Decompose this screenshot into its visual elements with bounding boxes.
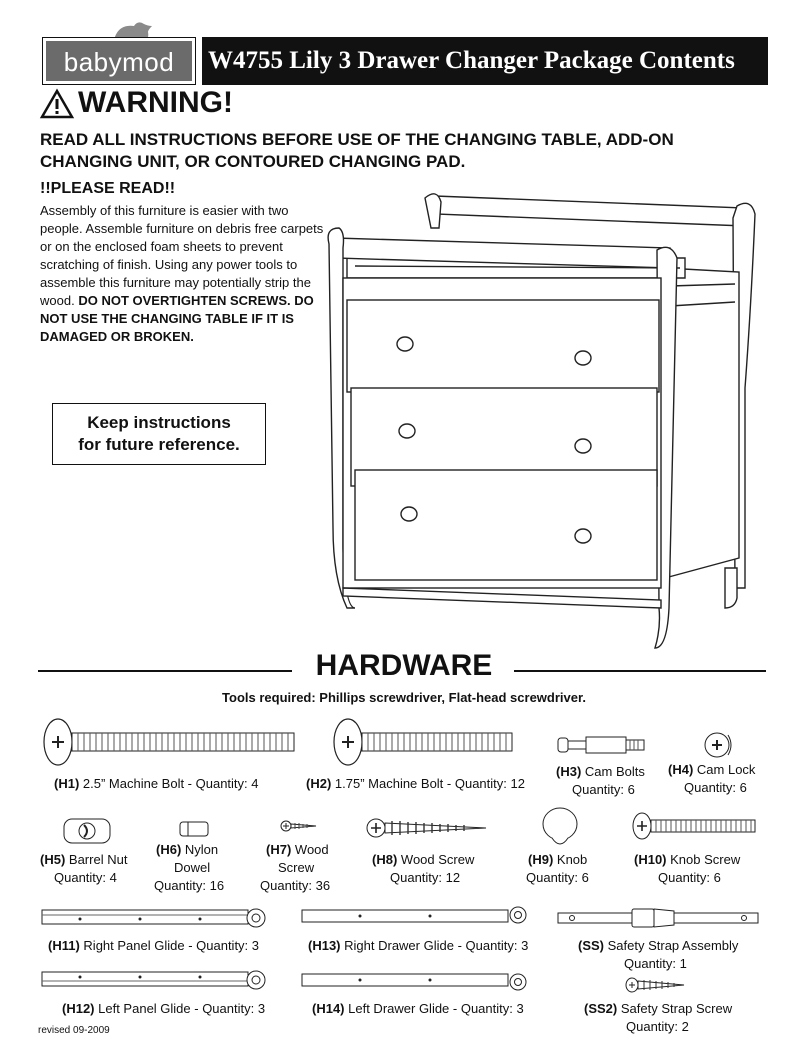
wood-screw-small-icon <box>280 819 320 833</box>
h3-label: (H3) Cam Bolts <box>556 764 645 779</box>
keep-line-2: for future reference. <box>78 435 240 454</box>
h8-label: (H8) Wood Screw <box>372 852 475 867</box>
keep-instructions-box <box>52 403 266 465</box>
machine-bolt-2-5-icon <box>44 718 299 766</box>
h9-label: (H9) Knob <box>528 852 588 867</box>
h2-label: (H2) 1.75” Machine Bolt - Quantity: 12 <box>306 776 525 791</box>
read-all-notice: READ ALL INSTRUCTIONS BEFORE USE OF THE CHANGING TABLE, ADD-ON CHANGING UNIT, OR CONTOURED CHANGING PAD. <box>40 130 674 171</box>
tools-required: Tools required: Phillips screwdriver, Flat-head screwdriver. <box>222 690 586 705</box>
cam-bolt-icon <box>556 734 648 756</box>
h7-label: (H7) Wood <box>266 842 329 857</box>
h4-label: (H4) Cam Lock <box>668 762 756 777</box>
h10-qty: Quantity: 6 <box>658 870 721 885</box>
h7-qty: Quantity: 36 <box>260 878 331 893</box>
ss-qty: Quantity: 1 <box>624 956 687 971</box>
left-panel-glide-icon <box>40 968 270 992</box>
machine-bolt-1-75-icon <box>334 718 519 766</box>
hardware-title: HARDWARE <box>315 649 493 682</box>
knob-icon <box>540 806 580 850</box>
h13-label: (H13) Right Drawer Glide - Quantity: 3 <box>308 938 529 953</box>
h12-label: (H12) Left Panel Glide - Quantity: 3 <box>62 1001 266 1016</box>
h5-qty: Quantity: 4 <box>54 870 117 885</box>
ss2-label: (SS2) Safety Strap Screw <box>584 1001 733 1016</box>
wood-screw-icon <box>366 817 490 839</box>
h14-label: (H14) Left Drawer Glide - Quantity: 3 <box>312 1001 524 1016</box>
revised-date: revised 09-2009 <box>38 1025 110 1036</box>
h10-label: (H10) Knob Screw <box>634 852 741 867</box>
warning-heading-text: WARNING! <box>78 86 233 119</box>
h6-label: (H6) Nylon <box>156 842 219 857</box>
h7-label-2: Screw <box>278 860 315 875</box>
right-drawer-glide-icon <box>300 906 530 930</box>
safety-strap-icon <box>556 904 764 932</box>
ss2-qty: Quantity: 2 <box>626 1019 689 1034</box>
nylon-dowel-icon <box>178 820 212 838</box>
assembly-paragraph-text: Assembly of this furniture is easier with two people. Assemble furniture on debris free carpets or on the enclosed foam sheets to prevent scratching of finish. Using any power tools to assemble this furniture may potentially strip the wood. <box>40 203 324 308</box>
barrel-nut-icon <box>62 815 112 847</box>
ss-label: (SS) Safety Strap Assembly <box>578 938 739 953</box>
left-drawer-glide-icon <box>300 970 530 994</box>
h11-label: (H11) Right Panel Glide - Quantity: 3 <box>48 938 260 953</box>
h6-label-2: Dowel <box>174 860 211 875</box>
assembly-paragraph-bold: DO NOT OVERTIGHTEN SCREWS. DO NOT USE THE CHANGING TABLE IF IT IS DAMAGED OR BROKEN. <box>40 293 314 344</box>
right-panel-glide-icon <box>40 906 270 930</box>
h5-label: (H5) Barrel Nut <box>40 852 128 867</box>
warning-triangle-icon <box>40 89 74 119</box>
assembly-paragraph <box>40 202 330 346</box>
knob-screw-icon <box>632 812 760 840</box>
please-read: !!PLEASE READ!! <box>40 180 176 197</box>
safety-strap-screw-icon <box>624 976 686 994</box>
h9-qty: Quantity: 6 <box>526 870 589 885</box>
brand-name: babymod <box>46 41 192 81</box>
h3-qty: Quantity: 6 <box>572 782 635 797</box>
cam-lock-icon <box>704 730 734 760</box>
warning-heading <box>40 85 233 121</box>
page-title: W4755 Lily 3 Drawer Changer Package Contents <box>202 37 768 85</box>
h4-qty: Quantity: 6 <box>684 780 747 795</box>
keep-line-1: Keep instructions <box>87 413 231 432</box>
h6-qty: Quantity: 16 <box>154 878 225 893</box>
h1-label: (H1) 2.5” Machine Bolt - Quantity: 4 <box>54 776 259 791</box>
h8-qty: Quantity: 12 <box>390 870 461 885</box>
changing-table-illustration <box>325 188 765 658</box>
brand-logo <box>42 37 196 85</box>
